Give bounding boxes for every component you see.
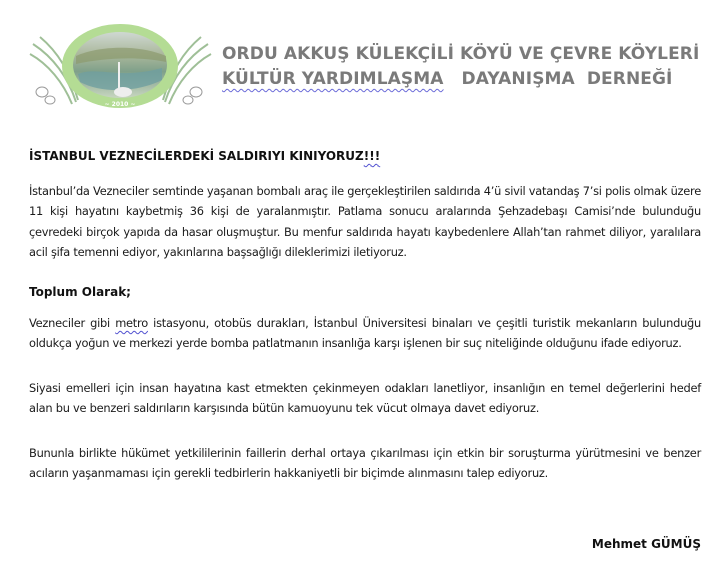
svg-text:~ 2010 ~: ~ 2010 ~ (104, 101, 136, 108)
spellcheck-word-metro: metro (115, 316, 148, 330)
logo-emblem-icon (28, 22, 213, 114)
paragraph-3: Siyasi emelleri için insan hayatına kast etmekten çekinmeyen odakları lanetliyor, insanlığın en temel değerlerini hedef alan bu ve benzeri saldırıların karşısında bütün kamuoyunu tek vücut olmaya davet ediyoruz. (29, 381, 701, 416)
signature: Mehmet GÜMÜŞ (591, 537, 701, 551)
org-name-line2 (222, 67, 699, 92)
subheading: Toplum Olarak; (29, 285, 131, 299)
org-name-line1: ORDU AKKUŞ KÜLEKÇİLİ KÖYÜ VE ÇEVRE KÖYLERİ (222, 44, 700, 64)
paragraph-2-text-a: Vezneciler gibi (29, 316, 116, 330)
document-headline (29, 149, 380, 163)
org-name-line2-part-b: DAYANIŞMA DERNEĞİ (443, 69, 673, 89)
headline-exclamation: !!! (363, 149, 381, 163)
headline-text: İSTANBUL VEZNECİLERDEKİ SALDIRIYI KINIYORUZ (29, 149, 364, 163)
org-name-line2-part-a: KÜLTÜR YARDIMLAŞMA (222, 69, 444, 89)
association-logo (28, 22, 213, 114)
paragraph-4: Bununla birlikte hükümet yetkililerinin faillerin derhal ortaya çıkarılması için etkin bir soruşturma yürütmesini ve benzer acıların yaşanmaması için gerekli tedbirlerin hakkaniyetli bir biçimde alınmasını talep ediyoruz. (29, 446, 701, 481)
organization-name (222, 42, 699, 92)
paragraph-2 (29, 313, 701, 354)
paragraph-1: İstanbul’da Vezneciler semtinde yaşanan bombalı araç ile gerçekleştirilen saldırıda 4’ü sivil vatandaş 7’si polis olmak üzere 11 kişi hayatını kaybetmiş 36 kişi de yaralanmıştır. Patlama sonucu aralarında Şehzadebaşı Camisi’nde bulunduğu çevredeki birçok yapıda da hasar oluşmuştur. Bu menfur saldırıda hayatı kaybedenlere Allah’tan rahmet diliyor, yaralılara acil şifa temenni ediyor, yakınlarına başsağlığı dileklerimizi iletiyoruz. (29, 184, 701, 260)
paragraph-2-text-c: istasyonu, otobüs durakları, İstanbul Üniversitesi binaları ve çeşitli turistik mekanların bulunduğu oldukça yoğun ve merkezi yerde bomba patlatmanın insanlığa karşı işlenen bir suç niteliğinde olduğunu ifade ediyoruz. (29, 316, 701, 351)
